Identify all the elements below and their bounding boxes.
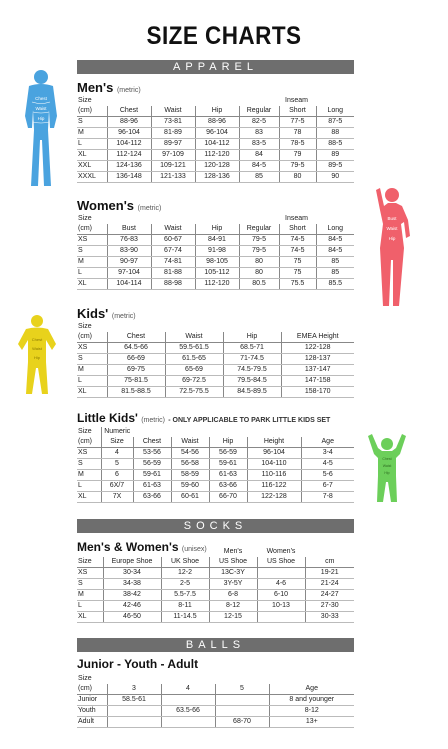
little-kids-figure-hip-label: Hip bbox=[384, 471, 390, 475]
table-row bbox=[77, 343, 354, 354]
kids-cm-label: (cm) bbox=[77, 332, 107, 343]
little-kids-cm-label: (cm) bbox=[77, 437, 101, 448]
table-cell: 97-109 bbox=[151, 150, 195, 161]
womens-table bbox=[77, 214, 354, 290]
row-label: XS bbox=[77, 343, 107, 354]
socks-header: US Shoe bbox=[257, 557, 305, 568]
mens-header: Waist bbox=[151, 106, 195, 117]
table-cell: 104-112 bbox=[107, 139, 151, 150]
womens-cm-label: (cm) bbox=[77, 224, 107, 235]
table-cell: 4 bbox=[101, 448, 133, 459]
table-cell: 122-128 bbox=[281, 343, 354, 354]
table-cell: 147-158 bbox=[281, 376, 354, 387]
womens-header: Bust bbox=[107, 224, 151, 235]
table-cell: 30-33 bbox=[305, 612, 354, 623]
little-kids-figure-chest-label: Chest bbox=[382, 457, 392, 461]
little-kids-header: Hip bbox=[209, 437, 247, 448]
table-cell: 61-63 bbox=[133, 481, 171, 492]
table-cell: 84-5 bbox=[239, 161, 279, 172]
table-cell: 104-112 bbox=[195, 139, 239, 150]
table-cell: 68-70 bbox=[215, 717, 269, 728]
table-cell: 59-60 bbox=[171, 481, 209, 492]
table-cell: 56-58 bbox=[171, 459, 209, 470]
table-cell: 80.5 bbox=[239, 279, 279, 290]
table-cell: 96-104 bbox=[107, 128, 151, 139]
table-cell: 5.5-7.5 bbox=[161, 590, 209, 601]
table-cell: 84-5 bbox=[316, 235, 354, 246]
table-cell: 6-7 bbox=[301, 481, 354, 492]
table-row bbox=[77, 257, 354, 268]
table-row bbox=[77, 612, 354, 623]
kids-figure-chest-label: Chest bbox=[31, 337, 43, 342]
balls-header: 5 bbox=[215, 684, 269, 695]
table-row bbox=[77, 717, 354, 728]
little-kids-table bbox=[77, 427, 354, 503]
table-cell: 12-2 bbox=[161, 568, 209, 579]
table-cell: 66-69 bbox=[107, 354, 165, 365]
row-label: XS bbox=[77, 235, 107, 246]
table-cell: 90-97 bbox=[107, 257, 151, 268]
table-cell: 59-61 bbox=[133, 470, 171, 481]
table-cell: 96-104 bbox=[195, 128, 239, 139]
table-cell: 54-56 bbox=[171, 448, 209, 459]
table-cell: 89-97 bbox=[151, 139, 195, 150]
balls-header: 3 bbox=[107, 684, 161, 695]
table-cell: 73-81 bbox=[151, 117, 195, 128]
table-cell: 27-30 bbox=[305, 601, 354, 612]
mens-figure-waist-label: Waist bbox=[35, 106, 47, 111]
womens-figure-waist-label: Waist bbox=[386, 226, 398, 231]
table-cell: 78-5 bbox=[279, 139, 316, 150]
table-cell: 88-96 bbox=[107, 117, 151, 128]
row-label: Youth bbox=[77, 706, 107, 717]
womens-inseam-label: Inseam bbox=[285, 215, 308, 222]
womens-title: Women's (metric) bbox=[77, 198, 162, 213]
table-cell: 69-75 bbox=[107, 365, 165, 376]
row-label: XS bbox=[77, 448, 101, 459]
socks-womens-top: Women's bbox=[266, 548, 296, 555]
table-cell: 63.5-66 bbox=[161, 706, 215, 717]
kids-title: Kids' (metric) bbox=[77, 306, 136, 321]
kids-header: Chest bbox=[107, 332, 165, 343]
womens-figure-hip-label: Hip bbox=[388, 236, 396, 241]
row-label: XL bbox=[77, 492, 101, 503]
table-row bbox=[77, 459, 354, 470]
table-cell: 61-63 bbox=[209, 470, 247, 481]
table-cell: 84 bbox=[239, 150, 279, 161]
table-row bbox=[77, 161, 354, 172]
table-cell: 104-110 bbox=[247, 459, 301, 470]
row-label: XXL bbox=[77, 161, 107, 172]
kids-figure bbox=[12, 314, 62, 396]
mens-table bbox=[77, 96, 354, 183]
socks-header: US Shoe bbox=[209, 557, 257, 568]
table-cell bbox=[215, 695, 269, 706]
table-cell: 72.5-75.5 bbox=[165, 387, 223, 398]
little-kids-header: Size bbox=[101, 437, 133, 448]
table-cell: 81.5-88.5 bbox=[107, 387, 165, 398]
table-row bbox=[77, 601, 354, 612]
table-cell: 13+ bbox=[269, 717, 354, 728]
table-cell: 10-13 bbox=[257, 601, 305, 612]
balls-band: BALLS bbox=[77, 638, 354, 652]
table-cell: 128-137 bbox=[281, 354, 354, 365]
table-cell: 88-96 bbox=[195, 117, 239, 128]
table-cell: 30-34 bbox=[103, 568, 161, 579]
kids-table bbox=[77, 322, 354, 398]
table-cell: 6-10 bbox=[257, 590, 305, 601]
table-cell: 116-122 bbox=[247, 481, 301, 492]
row-label: XS bbox=[77, 568, 103, 579]
table-cell: 6-8 bbox=[209, 590, 257, 601]
table-cell: 158-170 bbox=[281, 387, 354, 398]
row-label: Adult bbox=[77, 717, 107, 728]
table-row bbox=[77, 579, 354, 590]
table-cell: 88 bbox=[316, 128, 354, 139]
table-cell: 34-38 bbox=[103, 579, 161, 590]
table-cell: 74.5-79.5 bbox=[223, 365, 281, 376]
balls-header: Age bbox=[269, 684, 354, 695]
womens-size-label: Size bbox=[78, 215, 92, 222]
table-cell: 74-5 bbox=[279, 235, 316, 246]
table-cell: 74-5 bbox=[279, 246, 316, 257]
socks-header: Europe Shoe bbox=[103, 557, 161, 568]
table-cell: 85 bbox=[316, 257, 354, 268]
table-cell: 5-6 bbox=[301, 470, 354, 481]
table-cell: 76-83 bbox=[107, 235, 151, 246]
table-cell: 61.5-65 bbox=[165, 354, 223, 365]
table-cell: 6X/7 bbox=[101, 481, 133, 492]
table-row bbox=[77, 365, 354, 376]
table-cell: 59-61 bbox=[209, 459, 247, 470]
table-row bbox=[77, 481, 354, 492]
table-row bbox=[77, 492, 354, 503]
mens-figure-chest-label: Chest bbox=[35, 96, 47, 101]
table-cell bbox=[107, 717, 161, 728]
mens-header: Chest bbox=[107, 106, 151, 117]
table-row bbox=[77, 354, 354, 365]
table-cell: 90 bbox=[316, 172, 354, 183]
row-label: XL bbox=[77, 612, 103, 623]
womens-header: Waist bbox=[151, 224, 195, 235]
socks-table bbox=[77, 547, 354, 623]
mens-header: Regular bbox=[239, 106, 279, 117]
little-kids-size-label: Size bbox=[78, 428, 92, 435]
table-row bbox=[77, 376, 354, 387]
table-cell: 66-70 bbox=[209, 492, 247, 503]
table-cell: 60-61 bbox=[171, 492, 209, 503]
little-kids-header: Age bbox=[301, 437, 354, 448]
row-label: M bbox=[77, 365, 107, 376]
mens-header: Long bbox=[316, 106, 354, 117]
table-cell: 112-120 bbox=[195, 279, 239, 290]
table-cell: 137-147 bbox=[281, 365, 354, 376]
table-cell: 19-21 bbox=[305, 568, 354, 579]
balls-table bbox=[77, 674, 354, 728]
table-cell: 84.5-89.5 bbox=[223, 387, 281, 398]
table-cell: 75 bbox=[279, 257, 316, 268]
row-label: Junior bbox=[77, 695, 107, 706]
table-cell: 91-98 bbox=[195, 246, 239, 257]
table-cell bbox=[107, 706, 161, 717]
table-cell: 79.5-84.5 bbox=[223, 376, 281, 387]
table-row bbox=[77, 387, 354, 398]
table-cell: 89 bbox=[316, 150, 354, 161]
kids-header: EMEA Height bbox=[281, 332, 354, 343]
row-label: L bbox=[77, 139, 107, 150]
table-cell: 4-6 bbox=[257, 579, 305, 590]
womens-header: Hip bbox=[195, 224, 239, 235]
table-cell: 42-46 bbox=[103, 601, 161, 612]
table-cell: 7X bbox=[101, 492, 133, 503]
table-cell: 7-8 bbox=[301, 492, 354, 503]
socks-title: Men's & Women's (unisex) bbox=[77, 540, 207, 554]
table-cell: 83-5 bbox=[239, 139, 279, 150]
table-cell: 83-90 bbox=[107, 246, 151, 257]
kids-header: Waist bbox=[165, 332, 223, 343]
mens-title: Men's (metric) bbox=[77, 80, 141, 95]
row-label: L bbox=[77, 481, 101, 492]
row-label: S bbox=[77, 354, 107, 365]
kids-size-label: Size bbox=[78, 323, 92, 330]
socks-header: cm bbox=[305, 557, 354, 568]
balls-title: Junior - Youth - Adult bbox=[77, 657, 199, 671]
mens-figure bbox=[15, 68, 67, 190]
table-cell: 21-24 bbox=[305, 579, 354, 590]
table-cell: 77-5 bbox=[279, 117, 316, 128]
row-label: S bbox=[77, 246, 107, 257]
mens-header: Hip bbox=[195, 106, 239, 117]
table-cell: 59.5-61.5 bbox=[165, 343, 223, 354]
table-cell: 81-89 bbox=[151, 128, 195, 139]
table-cell: 109-121 bbox=[151, 161, 195, 172]
row-label: XL bbox=[77, 279, 107, 290]
table-cell: 24-27 bbox=[305, 590, 354, 601]
kids-figure-hip-label: Hip bbox=[33, 355, 41, 360]
table-cell: 104-114 bbox=[107, 279, 151, 290]
mens-inseam-label: Inseam bbox=[285, 97, 308, 104]
table-row bbox=[77, 448, 354, 459]
table-cell bbox=[215, 706, 269, 717]
table-cell: 46-50 bbox=[103, 612, 161, 623]
table-cell: 88-5 bbox=[316, 139, 354, 150]
mens-size-label: Size bbox=[78, 97, 92, 104]
row-label: S bbox=[77, 459, 101, 470]
womens-header: Long bbox=[316, 224, 354, 235]
little-kids-figure bbox=[366, 432, 408, 504]
table-cell: 88-98 bbox=[151, 279, 195, 290]
womens-header: Regular bbox=[239, 224, 279, 235]
womens-figure bbox=[368, 186, 418, 310]
row-label: XL bbox=[77, 387, 107, 398]
table-row bbox=[77, 268, 354, 279]
table-cell: 4-5 bbox=[301, 459, 354, 470]
mens-figure-hip-label: Hip bbox=[37, 116, 45, 121]
table-row bbox=[77, 695, 354, 706]
row-label: S bbox=[77, 117, 107, 128]
table-cell: 74-81 bbox=[151, 257, 195, 268]
table-row bbox=[77, 139, 354, 150]
table-cell: 63-66 bbox=[133, 492, 171, 503]
table-cell: 8-11 bbox=[161, 601, 209, 612]
table-cell: 8-12 bbox=[269, 706, 354, 717]
table-cell: 105-112 bbox=[195, 268, 239, 279]
table-cell: 5 bbox=[101, 459, 133, 470]
socks-header: UK Shoe bbox=[161, 557, 209, 568]
socks-size-label: Size bbox=[77, 557, 103, 568]
table-cell: 58-59 bbox=[171, 470, 209, 481]
table-cell: 82-5 bbox=[239, 117, 279, 128]
womens-header: Short bbox=[279, 224, 316, 235]
table-cell: 80 bbox=[279, 172, 316, 183]
table-cell: 79 bbox=[279, 150, 316, 161]
row-label: L bbox=[77, 268, 107, 279]
table-cell: 79-5 bbox=[279, 161, 316, 172]
little-kids-header: Chest bbox=[133, 437, 171, 448]
socks-mens-top: Men's bbox=[223, 548, 243, 555]
table-cell: 56-59 bbox=[133, 459, 171, 470]
table-cell: 136-148 bbox=[107, 172, 151, 183]
table-cell: 80 bbox=[239, 257, 279, 268]
table-row bbox=[77, 470, 354, 481]
table-cell: 85.5 bbox=[316, 279, 354, 290]
table-cell: 96-104 bbox=[247, 448, 301, 459]
row-label: L bbox=[77, 376, 107, 387]
table-row bbox=[77, 568, 354, 579]
row-label: M bbox=[77, 257, 107, 268]
table-cell: 85 bbox=[316, 268, 354, 279]
table-row bbox=[77, 172, 354, 183]
table-cell: 79-5 bbox=[239, 235, 279, 246]
table-row bbox=[77, 150, 354, 161]
table-cell: 81-88 bbox=[151, 268, 195, 279]
row-label: S bbox=[77, 579, 103, 590]
row-label: M bbox=[77, 590, 103, 601]
row-label: M bbox=[77, 470, 101, 481]
table-row bbox=[77, 128, 354, 139]
table-cell bbox=[161, 717, 215, 728]
table-cell: 124-136 bbox=[107, 161, 151, 172]
row-label: L bbox=[77, 601, 103, 612]
table-cell: 53-56 bbox=[133, 448, 171, 459]
table-cell: 122-128 bbox=[247, 492, 301, 503]
table-cell: 13C-3Y bbox=[209, 568, 257, 579]
table-cell: 121-133 bbox=[151, 172, 195, 183]
table-cell: 97-104 bbox=[107, 268, 151, 279]
table-cell: 128-136 bbox=[195, 172, 239, 183]
table-cell: 8 and younger bbox=[269, 695, 354, 706]
row-label: XXXL bbox=[77, 172, 107, 183]
table-cell: 58.5-61 bbox=[107, 695, 161, 706]
apparel-band: APPAREL bbox=[77, 60, 354, 74]
table-cell: 83 bbox=[239, 128, 279, 139]
kids-figure-waist-label: Waist bbox=[32, 346, 42, 351]
table-cell: 85 bbox=[239, 172, 279, 183]
little-kids-figure-waist-label: Waist bbox=[382, 464, 392, 468]
little-kids-header: Height bbox=[247, 437, 301, 448]
table-cell: 68.5-71 bbox=[223, 343, 281, 354]
table-cell: 38-42 bbox=[103, 590, 161, 601]
table-row bbox=[77, 246, 354, 257]
table-cell: 84-91 bbox=[195, 235, 239, 246]
little-kids-title: Little Kids' (metric) - ONLY APPLICABLE TO PARK LITTLE KIDS SET bbox=[77, 411, 331, 425]
table-cell: 71-74.5 bbox=[223, 354, 281, 365]
table-cell: 84-5 bbox=[316, 246, 354, 257]
table-cell: 112-120 bbox=[195, 150, 239, 161]
table-cell: 98-105 bbox=[195, 257, 239, 268]
balls-header: 4 bbox=[161, 684, 215, 695]
table-cell bbox=[257, 568, 305, 579]
table-row bbox=[77, 706, 354, 717]
table-cell: 78 bbox=[279, 128, 316, 139]
row-label: XL bbox=[77, 150, 107, 161]
table-cell: 75 bbox=[279, 268, 316, 279]
table-cell: 12-15 bbox=[209, 612, 257, 623]
table-row bbox=[77, 279, 354, 290]
row-label: M bbox=[77, 128, 107, 139]
table-cell: 112-124 bbox=[107, 150, 151, 161]
table-cell: 65-69 bbox=[165, 365, 223, 376]
table-cell: 3-4 bbox=[301, 448, 354, 459]
table-row bbox=[77, 590, 354, 601]
table-cell: 79-5 bbox=[239, 246, 279, 257]
table-cell: 67-74 bbox=[151, 246, 195, 257]
table-cell: 8-12 bbox=[209, 601, 257, 612]
table-cell: 11-14.5 bbox=[161, 612, 209, 623]
womens-figure-bust-label: Bust bbox=[387, 216, 397, 221]
balls-cm-label: (cm) bbox=[77, 684, 107, 695]
table-cell: 60-67 bbox=[151, 235, 195, 246]
mens-cm-label: (cm) bbox=[77, 106, 107, 117]
table-cell: 69-72.5 bbox=[165, 376, 223, 387]
table-cell: 89-5 bbox=[316, 161, 354, 172]
table-cell: 87-5 bbox=[316, 117, 354, 128]
table-cell bbox=[161, 695, 215, 706]
table-cell: 110-116 bbox=[247, 470, 301, 481]
mens-header: Short bbox=[279, 106, 316, 117]
page-title: SIZE CHARTS bbox=[146, 22, 302, 50]
table-cell: 6 bbox=[101, 470, 133, 481]
kids-header: Hip bbox=[223, 332, 281, 343]
little-kids-header: Waist bbox=[171, 437, 209, 448]
table-cell: 63-66 bbox=[209, 481, 247, 492]
table-cell: 2-5 bbox=[161, 579, 209, 590]
table-cell bbox=[257, 612, 305, 623]
table-row bbox=[77, 235, 354, 246]
table-cell: 120-128 bbox=[195, 161, 239, 172]
table-cell: 3Y-5Y bbox=[209, 579, 257, 590]
table-cell: 75-81.5 bbox=[107, 376, 165, 387]
table-cell: 64.5-66 bbox=[107, 343, 165, 354]
socks-band: SOCKS bbox=[77, 519, 354, 533]
table-cell: 75.5 bbox=[279, 279, 316, 290]
table-row bbox=[77, 117, 354, 128]
table-cell: 80 bbox=[239, 268, 279, 279]
little-kids-numeric-label: Numeric bbox=[101, 427, 133, 437]
table-cell: 56-59 bbox=[209, 448, 247, 459]
balls-size-label: Size bbox=[78, 675, 92, 682]
